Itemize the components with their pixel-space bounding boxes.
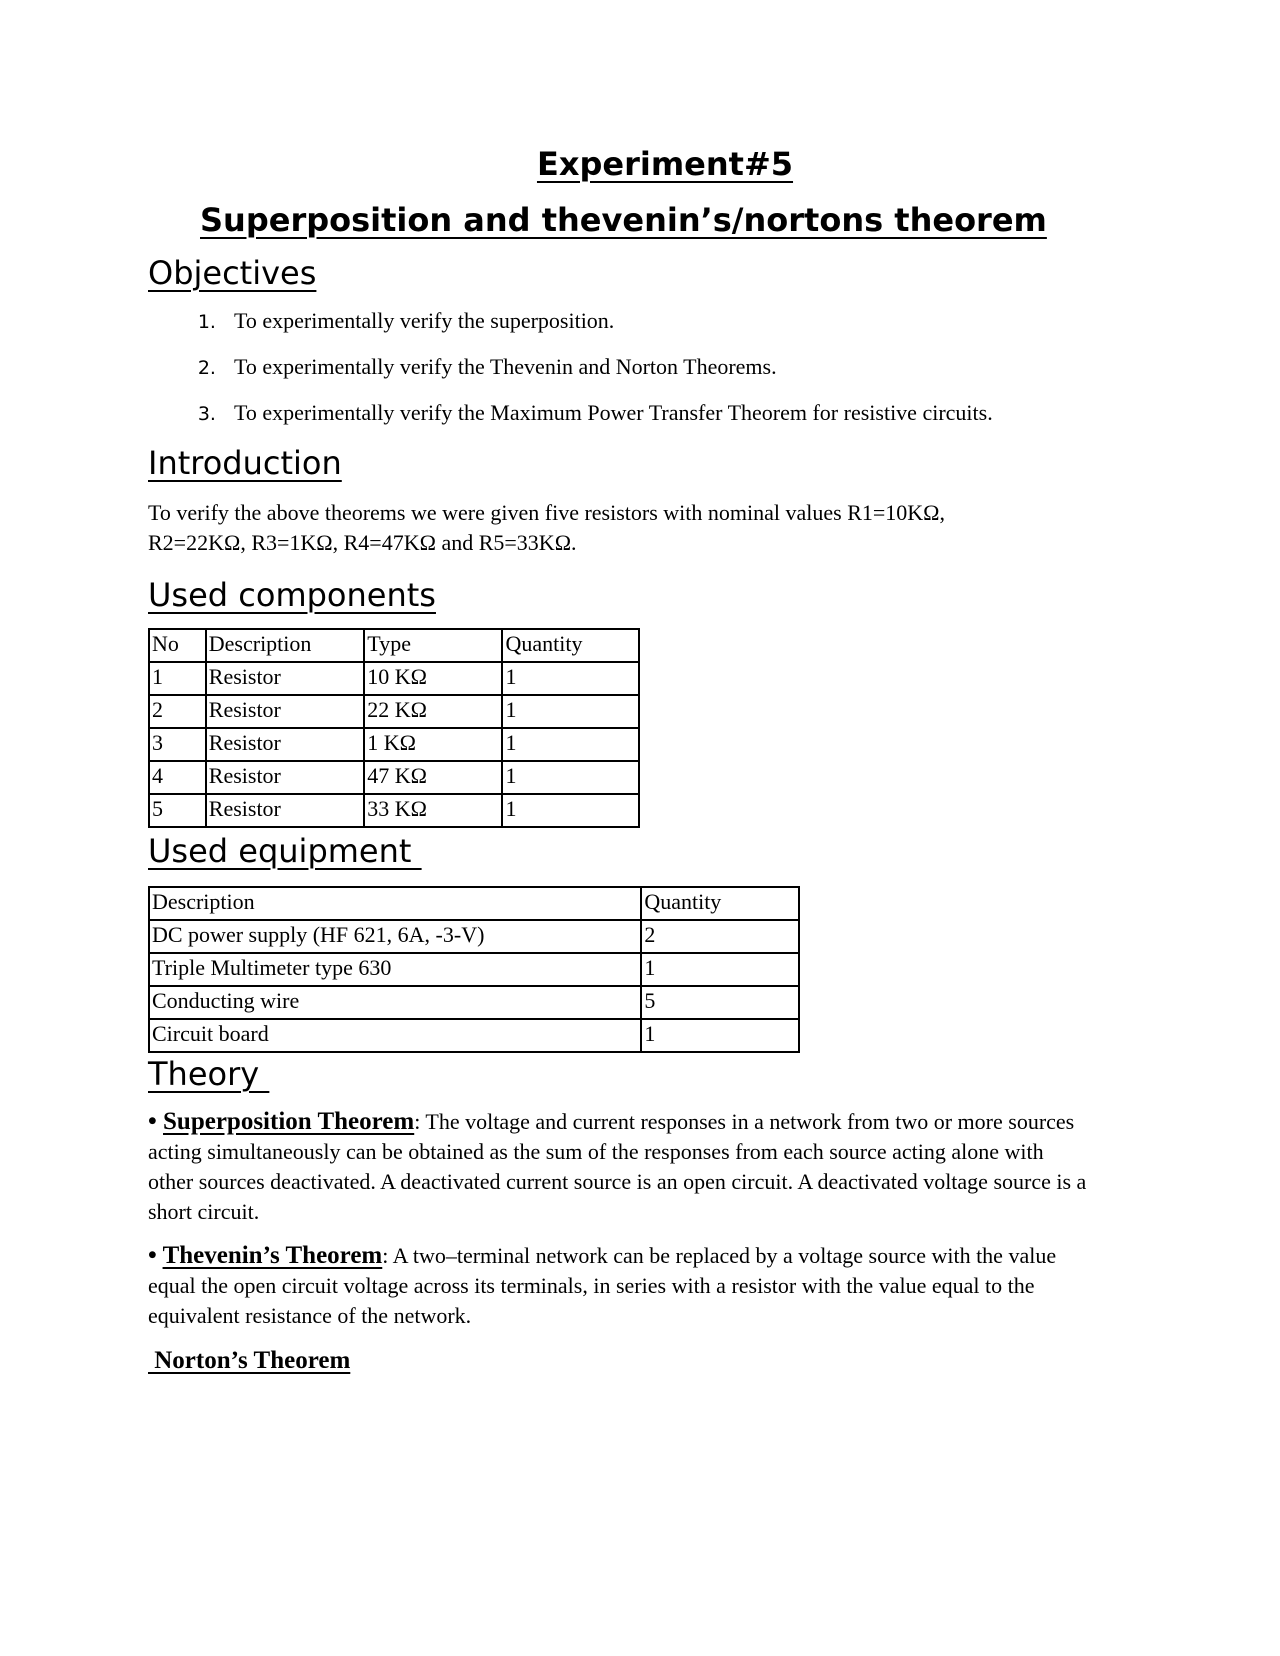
table-cell: 3 (149, 728, 206, 761)
thevenin-paragraph (148, 1241, 1088, 1331)
superposition-text: : The voltage and current responses in a network from two or more sources acting simultaneously can be obtained as the sum of the responses from each source acting alone with other sources deactivated. A deactivated current source is an open circuit. A deactivated voltage source is a short circuit. (148, 1109, 1087, 1224)
superposition-term-label: Superposition Theorem (163, 1108, 415, 1135)
table-cell: 1 (149, 662, 206, 695)
superposition-paragraph (148, 1107, 1088, 1227)
table-cell: Resistor (206, 728, 365, 761)
table-cell: 5 (641, 986, 799, 1019)
table-header-row (149, 887, 799, 920)
table-cell: 1 KΩ (364, 728, 502, 761)
table-row (149, 794, 639, 827)
table-row (149, 953, 799, 986)
column-header: Quantity (502, 629, 639, 662)
table-cell: 1 (502, 695, 639, 728)
table-cell: 1 (502, 761, 639, 794)
introduction-heading: Introduction (148, 444, 342, 482)
table-row (149, 728, 639, 761)
table-row (149, 761, 639, 794)
table-cell: 4 (149, 761, 206, 794)
list-item: 1. To experimentally verify the superposition. (222, 306, 1148, 336)
list-item: 2. To experimentally verify the Thevenin and Norton Theorems. (222, 352, 1148, 382)
table-cell: Resistor (206, 662, 365, 695)
table-cell: 10 KΩ (364, 662, 502, 695)
document-page (148, 140, 1148, 1375)
table-cell: 1 (502, 728, 639, 761)
table-cell: Circuit board (149, 1019, 641, 1052)
thevenin-term-label: Thevenin’s Theorem (162, 1242, 383, 1269)
column-header: Type (364, 629, 502, 662)
page-title: Experiment#5 (536, 145, 794, 183)
table-row (149, 986, 799, 1019)
page-subtitle: Superposition and thevenin’s/nortons theorem (200, 201, 1047, 239)
objectives-list (148, 306, 1148, 428)
bullet-icon: • (148, 1242, 163, 1269)
table-cell: 1 (641, 1019, 799, 1052)
table-cell: Resistor (206, 794, 365, 827)
table-cell: 47 KΩ (364, 761, 502, 794)
list-item: 3. To experimentally verify the Maximum Power Transfer Theorem for resistive circuits. (222, 398, 1148, 428)
column-header: Description (206, 629, 365, 662)
components-heading: Used components (148, 576, 436, 614)
table-cell: 2 (641, 920, 799, 953)
equipment-table (148, 886, 800, 1053)
table-cell: Conducting wire (149, 986, 641, 1019)
components-table (148, 628, 640, 828)
table-cell: 1 (502, 662, 639, 695)
table-cell: 22 KΩ (364, 695, 502, 728)
column-header: No (149, 629, 206, 662)
table-cell: 5 (149, 794, 206, 827)
column-header: Quantity (641, 887, 799, 920)
table-cell: 1 (502, 794, 639, 827)
objectives-heading: Objectives (148, 254, 317, 292)
table-header-row (149, 629, 639, 662)
table-row (149, 662, 639, 695)
table-row (149, 920, 799, 953)
table-cell: Resistor (206, 695, 365, 728)
introduction-text: To verify the above theorems we were given five resistors with nominal values R1=10KΩ, R2=22KΩ, R3=1KΩ, R4=47KΩ and R5=33KΩ. (148, 500, 946, 555)
table-cell: 2 (149, 695, 206, 728)
table-cell: 1 (641, 953, 799, 986)
bullet-icon: • (148, 1108, 164, 1135)
theory-heading: Theory (148, 1055, 270, 1093)
table-row (149, 695, 639, 728)
equipment-heading: Used equipment (148, 832, 422, 870)
table-cell: Triple Multimeter type 630 (149, 953, 641, 986)
superposition-term (148, 1108, 414, 1135)
thevenin-text: : A two–terminal network can be replaced by a voltage source with the value equal the open circuit voltage across its terminals, in series with a resistor with the value equal to the equivalent resistance of the network. (148, 1243, 1057, 1328)
norton-heading: Norton’s Theorem (148, 1347, 351, 1374)
table-row (149, 1019, 799, 1052)
table-cell: DC power supply (HF 621, 6A, -3-V) (149, 920, 641, 953)
table-cell: Resistor (206, 761, 365, 794)
thevenin-term (148, 1242, 382, 1269)
column-header: Description (149, 887, 641, 920)
table-cell: 33 KΩ (364, 794, 502, 827)
